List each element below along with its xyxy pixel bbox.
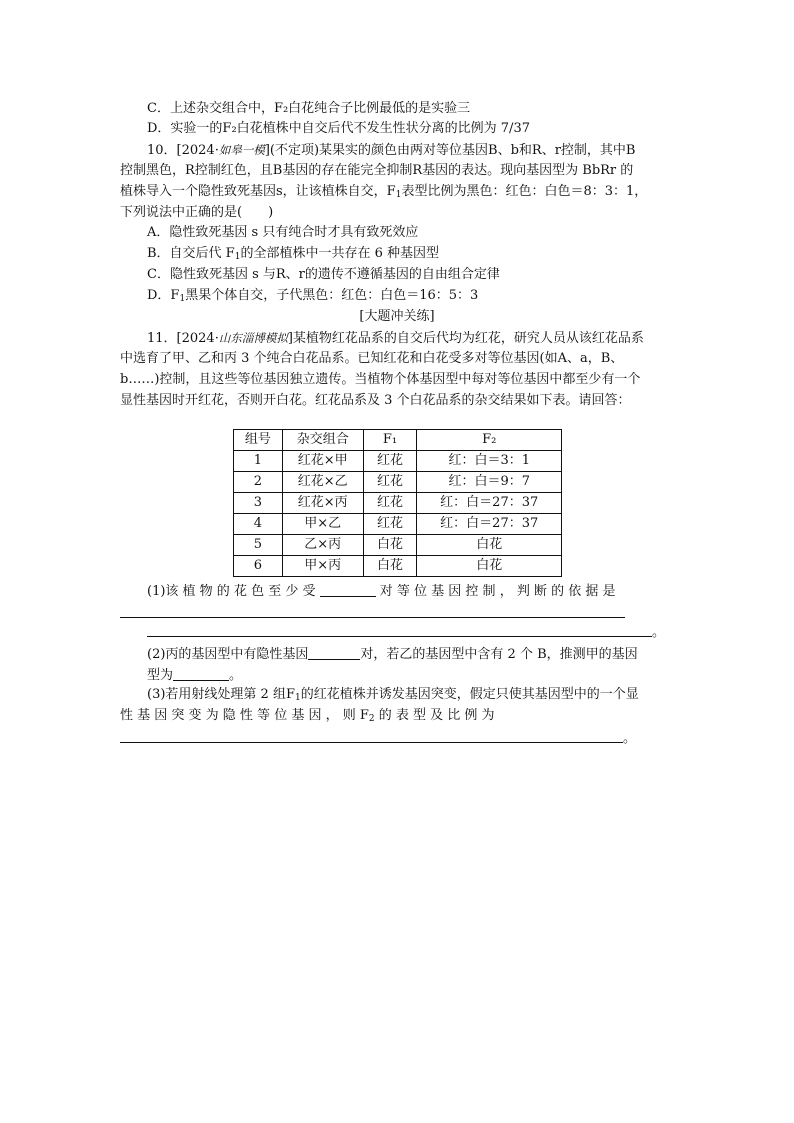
cell-f1: 白花 xyxy=(363,535,417,556)
answer-blank[interactable] xyxy=(308,645,360,660)
q10-stem-line4: 下列说法中正确的是( ) xyxy=(120,205,274,220)
q11-source: 山东淄博模拟 xyxy=(218,331,288,345)
q11-stem-line3: b……)控制，且这些等位基因独立遗传。当植物个体基因型中每对等位基因中都至少有一个 xyxy=(120,372,641,387)
cell-f2: 红：白＝27：37 xyxy=(417,493,562,514)
header-group-no: 组号 xyxy=(234,430,283,451)
cell-f2: 红：白＝27：37 xyxy=(417,514,562,535)
table-row xyxy=(234,514,562,535)
cell-cross: 甲×丙 xyxy=(282,556,363,577)
cell-f1: 红花 xyxy=(363,493,417,514)
cell-f2: 白花 xyxy=(417,535,562,556)
q11-stem-line4: 显性基因时开红花，否则开白花。红花品系及 3 个白花品系的杂交结果如下表。请回答： xyxy=(120,393,631,408)
cell-f1: 白花 xyxy=(363,556,417,577)
cell-f2: 红：白＝3：1 xyxy=(417,451,562,472)
section-heading: [大题冲关练] xyxy=(359,309,435,324)
cell-f1: 红花 xyxy=(363,472,417,493)
table-row xyxy=(234,535,562,556)
q10-option-b: B．自交后代 $F_1$的全部植株中一共存在 6 种基因型 xyxy=(147,246,439,262)
header-cross: 杂交组合 xyxy=(282,430,363,451)
q11-part2-line1: (2)丙的基因型中有隐性基因 对，若乙的基因型中含有 2 个 B，推测甲的基因 xyxy=(147,647,638,662)
cell-group: 1 xyxy=(234,451,283,472)
cell-group: 3 xyxy=(234,493,283,514)
q10-option-a: A．隐性致死基因 s 只有纯合时才具有致死效应 xyxy=(147,225,419,240)
cell-f2: 红：白＝9：7 xyxy=(417,472,562,493)
cross-results-table xyxy=(233,429,562,577)
cell-cross: 红花×乙 xyxy=(282,472,363,493)
q10-option-d: D．$F_1$黑果个体自交，子代黑色：红色：白色＝16：5：3 xyxy=(147,288,479,304)
q11-part2-line2: 型为 。 xyxy=(147,668,243,683)
q10-source: 如皋一模 xyxy=(218,143,265,157)
header-f1: F₁ xyxy=(363,430,417,451)
answer-line[interactable] xyxy=(147,636,652,637)
q11-stem-line2: 中选育了甲、乙和丙 3 个纯合白花品系。已知红花和白花受多对等位基因(如A、a，B、 xyxy=(120,351,624,366)
q10-stem-line2: 控制黑色，R控制红色，且B基因的存在能完全抑制R基因的表达。现向基因型为 BbRr 的 xyxy=(120,163,634,178)
table-row xyxy=(234,556,562,577)
cell-group: 6 xyxy=(234,556,283,577)
cell-f1: 红花 xyxy=(363,451,417,472)
q11-stem-line1: 11．[2024·山东淄博模拟]某植物红花品系的自交后代均为红花，研究人员从该红花品系 xyxy=(147,331,644,346)
q11-part3-line2: 性 基 因 突 变 为 隐 性 等 位 基 因 ， 则 $F_2$ 的 表 型 及 比 例 为 xyxy=(120,708,495,724)
cell-f2: 白花 xyxy=(417,556,562,577)
table-row xyxy=(234,451,562,472)
q9-option-c: C．上述杂交组合中，F₂白花纯合子比例最低的是实验三 xyxy=(147,101,471,116)
q10-stem-line1: 10．[2024·如皋一模](不定项)某果实的颜色由两对等位基因B、b和R、r控制，其中B xyxy=(147,143,636,158)
cell-group: 2 xyxy=(234,472,283,493)
table-row xyxy=(234,472,562,493)
answer-blank[interactable] xyxy=(173,666,229,681)
q9-option-d: D．实验一的F₂白花植株中自交后代不发生性状分离的比例为 7/37 xyxy=(147,121,530,136)
q11-part3-line1: (3)若用射线处理第 2 组$F_1$的红花植株并诱发基因突变，假定只使其基因型中的一个显 xyxy=(147,687,639,703)
q11-part1-line1: (1)该 植 物 的 花 色 至 少 受 对 等 位 基 因 控 制 ， 判 断 的 依 据 是 xyxy=(147,584,616,599)
answer-blank[interactable] xyxy=(320,582,376,597)
answer-line[interactable] xyxy=(120,742,623,743)
q11-part3-end: 。 xyxy=(623,731,637,746)
header-f2: F₂ xyxy=(417,430,562,451)
q10-stem-line3: 植株导入一个隐性致死基因s，让该植株自交，$F_1$表型比例为黑色：红色：白色＝8：3：1， xyxy=(120,184,648,200)
cell-f1: 红花 xyxy=(363,514,417,535)
cell-group: 4 xyxy=(234,514,283,535)
q10-option-c: C．隐性致死基因 s 与R、r的遗传不遵循基因的自由组合定律 xyxy=(147,267,500,282)
cell-group: 5 xyxy=(234,535,283,556)
table-header-row xyxy=(234,430,562,451)
cell-cross: 甲×乙 xyxy=(282,514,363,535)
q11-part1-end: 。 xyxy=(652,625,666,640)
answer-line[interactable] xyxy=(120,617,625,618)
table-row xyxy=(234,493,562,514)
cell-cross: 乙×丙 xyxy=(282,535,363,556)
cell-cross: 红花×丙 xyxy=(282,493,363,514)
cell-cross: 红花×甲 xyxy=(282,451,363,472)
